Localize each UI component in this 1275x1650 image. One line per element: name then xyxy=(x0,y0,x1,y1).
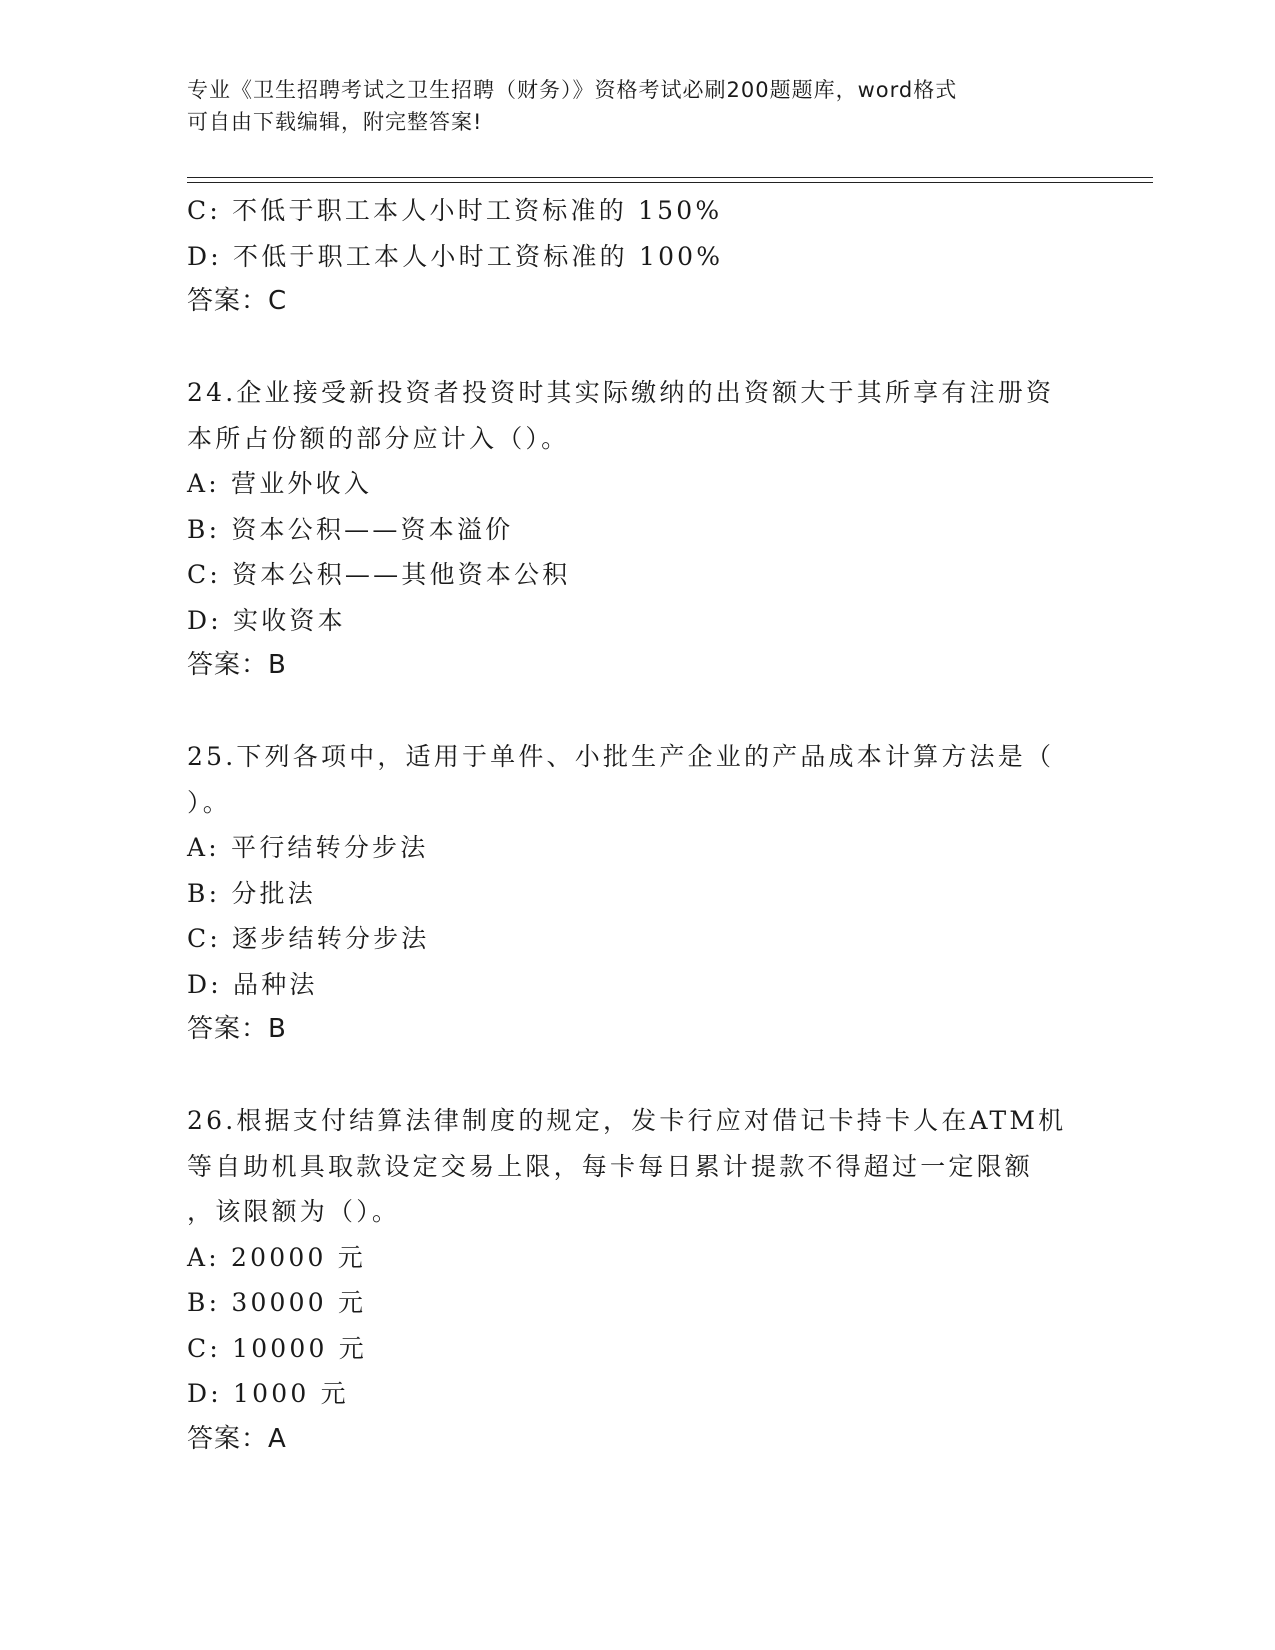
document-header xyxy=(187,74,1067,138)
question-block-23 xyxy=(187,188,1087,325)
header-line-2: 可自由下载编辑，附完整答案! xyxy=(187,110,483,134)
question-block-24 xyxy=(187,370,1087,689)
option-c: C: 逐步结转分步法 xyxy=(187,924,430,953)
spacer xyxy=(187,325,1087,371)
answer-line: 答案：B xyxy=(187,1014,287,1044)
question-stem-line: 等自助机具取款设定交易上限，每卡每日累计提款不得超过一定限额 xyxy=(187,1151,1034,1181)
answer-line: 答案：A xyxy=(187,1423,287,1454)
answer-line: 答案：B xyxy=(187,650,287,680)
question-stem-line: 24.企业接受新投资者投资时其实际缴纳的出资额大于其所享有注册资 xyxy=(187,378,1055,407)
header-line-1: 专业《卫生招聘考试之卫生招聘（财务）》资格考试必刷200题题库，word格式 xyxy=(187,78,958,102)
question-stem-line: ）。 xyxy=(187,787,231,817)
question-stem-line: ，该限额为（）。 xyxy=(187,1197,401,1226)
option-c: C: 不低于职工本人小时工资标准的 150% xyxy=(187,196,723,225)
question-block-25 xyxy=(187,734,1087,1053)
option-d: D: 实收资本 xyxy=(187,605,346,635)
option-a: A: 平行结转分步法 xyxy=(187,833,429,862)
option-d: D: 不低于职工本人小时工资标准的 100% xyxy=(187,241,724,271)
spacer xyxy=(187,1053,1087,1099)
question-block-26 xyxy=(187,1098,1087,1462)
option-b: B: 资本公积——资本溢价 xyxy=(187,514,514,544)
option-d: D: 1000 元 xyxy=(187,1379,349,1408)
question-list xyxy=(187,188,1087,1462)
option-b: B: 分批法 xyxy=(187,878,316,908)
option-b: B: 30000 元 xyxy=(187,1288,367,1317)
option-d: D: 品种法 xyxy=(187,969,318,999)
header-divider-top xyxy=(187,177,1153,178)
header-divider-bottom xyxy=(187,182,1153,183)
option-c: C: 资本公积——其他资本公积 xyxy=(187,560,571,589)
option-a: A: 营业外收入 xyxy=(187,469,373,498)
question-stem-line: 26.根据支付结算法律制度的规定，发卡行应对借记卡持卡人在ATM机 xyxy=(187,1106,1067,1135)
option-c: C: 10000 元 xyxy=(187,1333,367,1363)
spacer xyxy=(187,689,1087,735)
question-stem-line: 25.下列各项中，适用于单件、小批生产企业的产品成本计算方法是（ xyxy=(187,742,1055,771)
answer-line: 答案：C xyxy=(187,286,288,316)
question-stem-line: 本所占份额的部分应计入（）。 xyxy=(187,423,570,453)
option-a: A: 20000 元 xyxy=(187,1242,366,1272)
